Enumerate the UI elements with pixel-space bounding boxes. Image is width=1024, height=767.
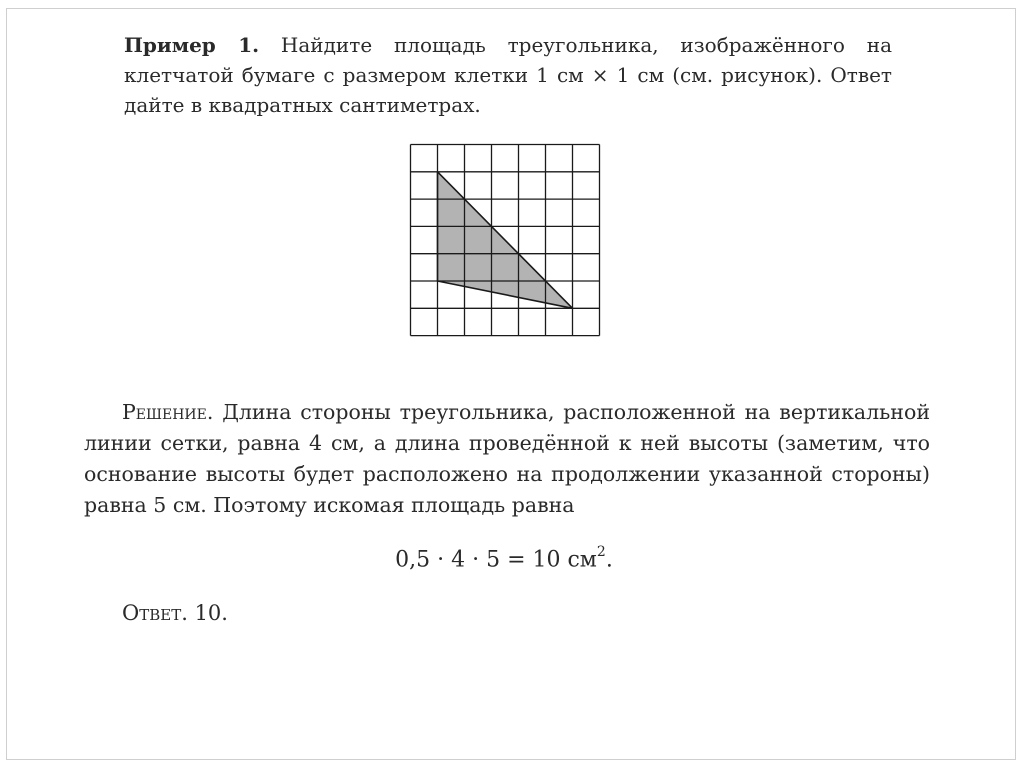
grid-triangle-drawing (409, 143, 601, 337)
slide-frame (6, 8, 1016, 760)
solution-text: Длина стороны треугольника, расположенной на вертикальной линии сетки, равна 4 см, а длина проведённой к ней высоты (заметим, что основание высоты будет расположено на продолжении указанной стороны) равна 5 см. Поэтому искомая площадь равна (84, 400, 930, 517)
formula-exponent: 2 (596, 544, 606, 560)
answer-label: Ответ. (122, 601, 188, 625)
problem-text: Найдите площадь треугольника, изображённого на клетчатой бумаге с размером клетки 1 см × 1 см (см. рисунок). Ответ дайте в квадратных сантиметрах. (124, 33, 893, 117)
formula-expression: 0,5 · 4 · 5 = 10 см (395, 547, 597, 573)
grid-figure (409, 143, 601, 341)
area-formula (0, 538, 1008, 576)
solution-paragraph (84, 397, 930, 521)
answer-value: 10. (194, 601, 228, 625)
formula-terminator: . (605, 547, 613, 573)
problem-label: Пример 1. (124, 33, 260, 57)
answer-line (122, 598, 228, 628)
problem-statement (124, 30, 892, 120)
solution-label: Решение. (122, 400, 214, 424)
